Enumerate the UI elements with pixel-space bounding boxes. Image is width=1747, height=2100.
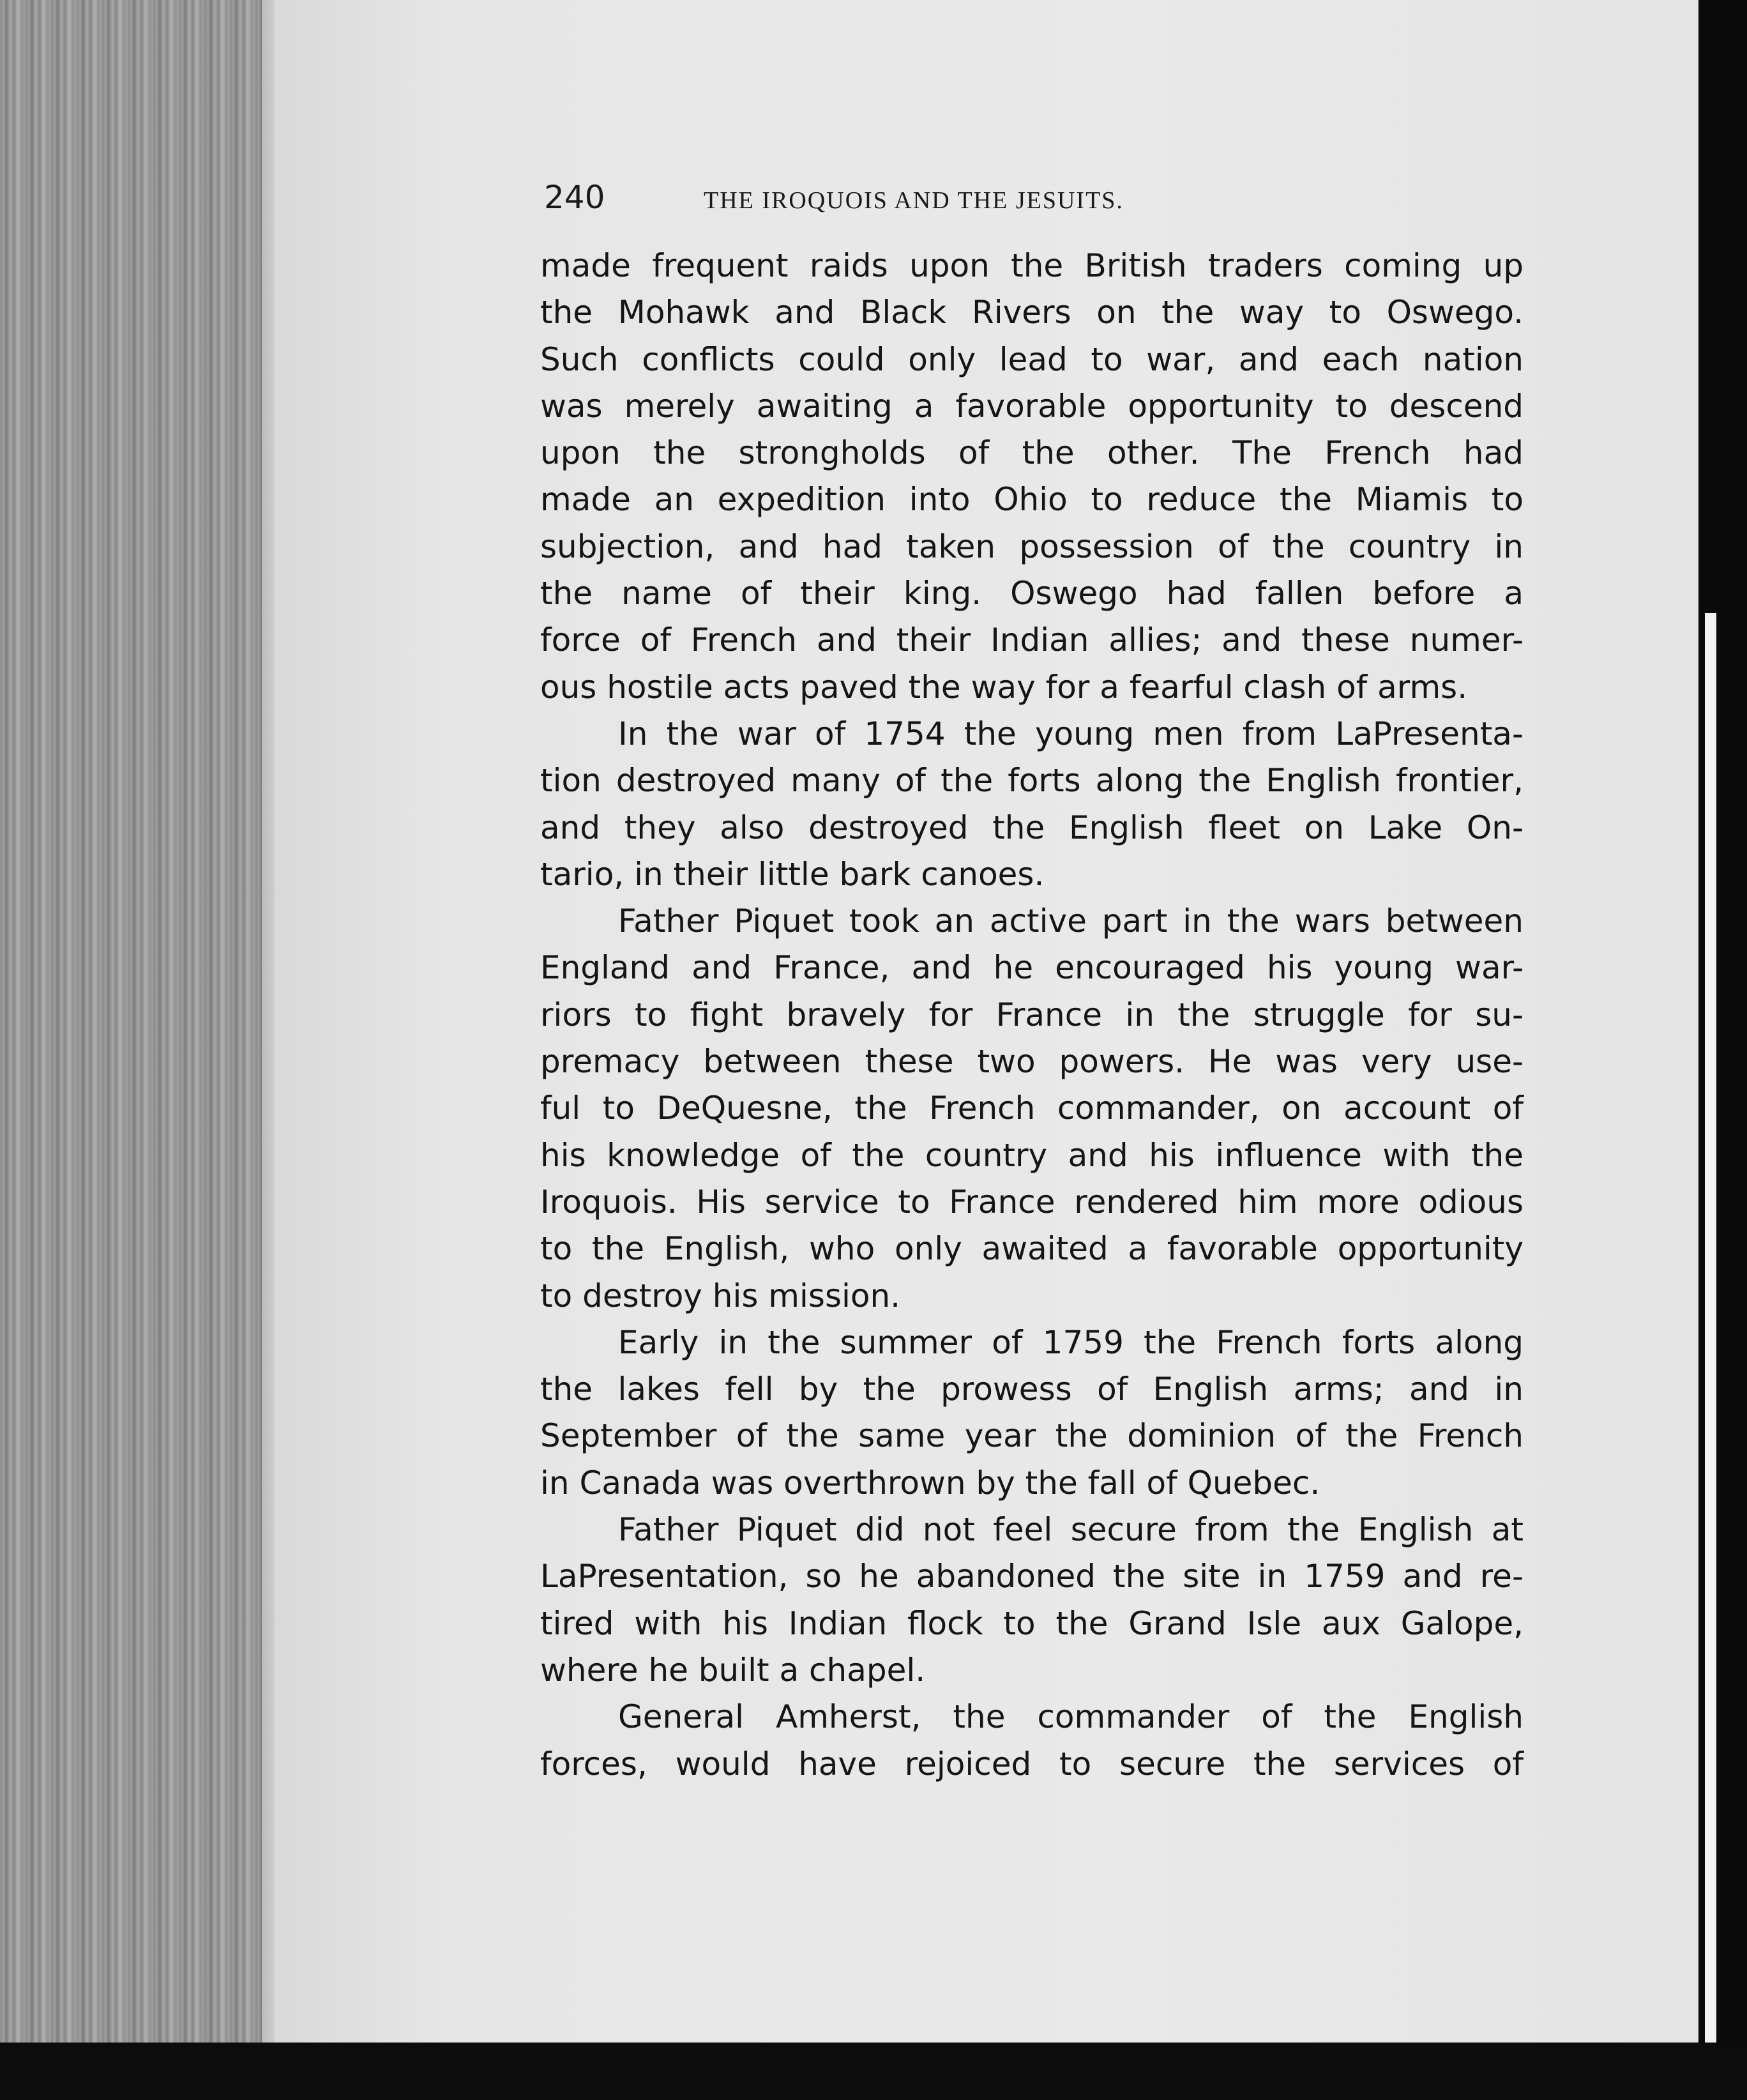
text-line: to the English, who only awaited a favorable opportunity bbox=[540, 1230, 1524, 1268]
paragraph-start-line: In the war of 1754 the young men from LaPresenta- bbox=[618, 715, 1524, 752]
text-line: ous hostile acts paved the way for a fearful clash of arms. bbox=[540, 668, 1468, 706]
text-line: the Mohawk and Black Rivers on the way to Oswego. bbox=[540, 294, 1524, 331]
text-line: subjection, and had taken possession of the country in bbox=[540, 528, 1524, 565]
text-line: ful to DeQuesne, the French commander, on account of bbox=[540, 1090, 1524, 1127]
paragraph-start-line: Early in the summer of 1759 the French forts along bbox=[618, 1323, 1524, 1361]
text-line: made frequent raids upon the British traders coming up bbox=[540, 247, 1524, 284]
text-line: Such conflicts could only lead to war, and each nation bbox=[540, 340, 1524, 378]
text-line: Iroquois. His service to France rendered him more odious bbox=[540, 1183, 1524, 1221]
paragraph-start-line: Father Piquet did not feel secure from the English at bbox=[618, 1511, 1524, 1549]
text-line: where he built a chapel. bbox=[540, 1651, 926, 1689]
body-text bbox=[540, 243, 1524, 1788]
bottom-scan-border bbox=[0, 2043, 1747, 2100]
text-line: tired with his Indian flock to the Grand Isle aux Galope, bbox=[540, 1604, 1524, 1642]
text-line: the lakes fell by the prowess of English arms; and in bbox=[540, 1371, 1524, 1408]
text-line: LaPresentation, so he abandoned the site in 1759 and re- bbox=[540, 1558, 1524, 1595]
running-head bbox=[544, 179, 1540, 230]
text-line: premacy between these two powers. He was very use- bbox=[540, 1043, 1524, 1081]
text-line: England and France, and he encouraged his young war- bbox=[540, 949, 1524, 987]
paragraph-start-line: General Amherst, the commander of the English bbox=[618, 1698, 1524, 1736]
text-line: tion destroyed many of the forts along the English frontier, bbox=[540, 762, 1524, 800]
text-line: force of French and their Indian allies; and these numer- bbox=[540, 621, 1524, 659]
text-line: September of the same year the dominion of the French bbox=[540, 1417, 1524, 1455]
text-line: forces, would have rejoiced to secure the services of bbox=[540, 1745, 1524, 1783]
text-line: made an expedition into Ohio to reduce the Miamis to bbox=[540, 481, 1524, 519]
right-page-edge bbox=[1705, 613, 1716, 2050]
paragraph-start-line: Father Piquet took an active part in the wars between bbox=[618, 902, 1524, 940]
text-line: the name of their king. Oswego had fallen before a bbox=[540, 575, 1524, 612]
text-line: was merely awaiting a favorable opportunity to descend bbox=[540, 387, 1524, 425]
text-line: in Canada was overthrown by the fall of Quebec. bbox=[540, 1464, 1320, 1502]
text-line: his knowledge of the country and his influence with the bbox=[540, 1136, 1524, 1174]
page-number: 240 bbox=[544, 179, 605, 216]
text-line: to destroy his mission. bbox=[540, 1277, 901, 1314]
text-line: upon the strongholds of the other. The French had bbox=[540, 434, 1524, 472]
book-page-edges bbox=[0, 0, 281, 2050]
text-line: and they also destroyed the English fleet on Lake On- bbox=[540, 809, 1524, 846]
text-line: riors to fight bravely for France in the struggle for su- bbox=[540, 996, 1524, 1033]
text-line: tario, in their little bark canoes. bbox=[540, 855, 1045, 893]
running-title: THE IROQUOIS AND THE JESUITS. bbox=[704, 187, 1124, 214]
